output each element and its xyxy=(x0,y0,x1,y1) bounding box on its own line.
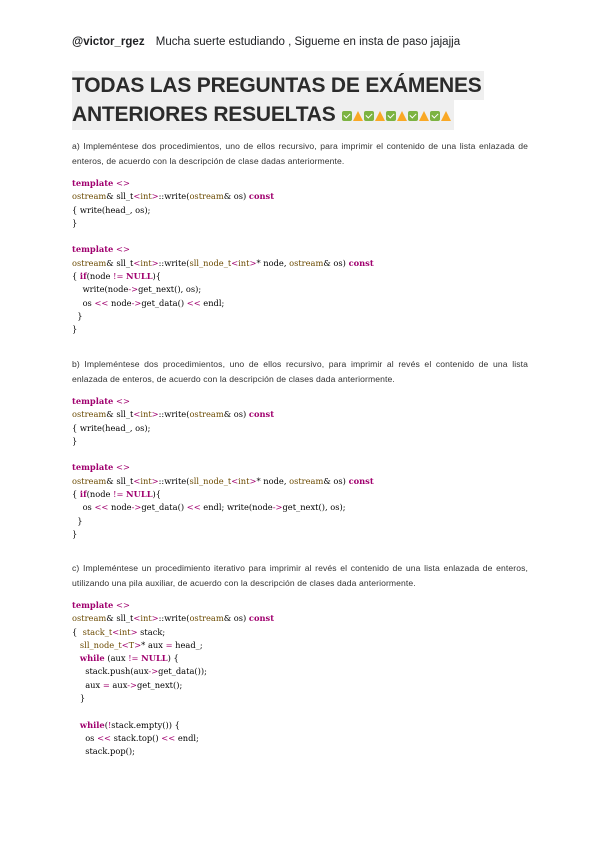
code-line: template <> xyxy=(72,600,130,610)
question-a xyxy=(72,139,528,337)
code-line: os << node->get_data() << endl; write(node->get_next(), os); xyxy=(82,502,346,513)
code-line: ostream& sll_t<int>::write(ostream& os) const xyxy=(72,409,275,420)
title-emojis xyxy=(342,101,452,130)
code-line: ostream& sll_t<int>::write(sll_node_t<int>* node, ostream& os) const xyxy=(72,475,374,486)
question-a-code xyxy=(72,177,528,337)
code-line: while (aux != NULL) { xyxy=(79,653,179,664)
warning-icon xyxy=(397,111,407,121)
page-header xyxy=(72,34,460,50)
code-line: write(node->get_next(), os); xyxy=(82,284,202,295)
code-line: { if(node != NULL){ xyxy=(72,489,162,500)
code-line: ostream& sll_t<int>::write(sll_node_t<int>* node, ostream& os) const xyxy=(72,257,374,268)
title-line-2-text: ANTERIORES RESUELTAS xyxy=(72,103,336,126)
question-c-code xyxy=(72,599,528,759)
question-c-text: c) Impleméntese un procedimiento iterativo para imprimir al revés el contenido de una lista enlazada de enteros, utilizando una pila auxiliar, de acuerdo con la descripción de clases dada anteriormente. xyxy=(72,563,528,588)
check-icon xyxy=(364,111,374,121)
code-line: aux = aux->get_next(); xyxy=(85,679,183,690)
warning-icon xyxy=(419,111,429,121)
code-line: template <> xyxy=(72,244,130,255)
code-line xyxy=(72,705,528,718)
code-line: sll_node_t<T>* aux = head_; xyxy=(79,639,203,650)
code-line: } xyxy=(72,324,78,335)
check-icon xyxy=(386,111,396,121)
code-line: stack.pop(); xyxy=(85,746,135,757)
code-line xyxy=(72,448,528,461)
warning-icon xyxy=(375,111,385,121)
question-b xyxy=(72,357,528,541)
code-line: { if(node != NULL){ xyxy=(72,271,162,282)
code-line: } xyxy=(79,693,86,704)
check-icon xyxy=(342,111,352,121)
question-b-text: b) Impleméntese dos procedimientos, uno de ellos recursivo, para imprimir al revés el contenido de una lista enlazada de enteros, de acuerdo con la descripción de clases dada anteriormente. xyxy=(72,359,528,384)
document-title xyxy=(72,71,482,130)
author-handle: @victor_rgez xyxy=(72,36,145,48)
check-icon xyxy=(430,111,440,121)
header-message: Mucha suerte estudiando , Sigueme en insta de paso jajajja xyxy=(155,36,461,48)
code-line: } xyxy=(77,515,83,526)
code-line: } xyxy=(72,435,78,446)
code-line: os << node->get_data() << endl; xyxy=(82,297,225,308)
code-line: } xyxy=(72,217,78,228)
code-line: template <> xyxy=(72,178,130,188)
code-line xyxy=(72,230,528,243)
code-line: { write(head_, os); xyxy=(72,204,151,215)
code-line: { stack_t<int> stack; xyxy=(72,626,166,637)
title-line-1: TODAS LAS PREGUNTAS DE EXÁMENES xyxy=(72,71,484,100)
warning-icon xyxy=(353,111,363,121)
code-line: while(!stack.empty()) { xyxy=(79,719,180,730)
code-line: { write(head_, os); xyxy=(72,422,151,433)
question-a-text: a) Impleméntese dos procedimientos, uno de ellos recursivo, para imprimir el contenido de una lista enlazada de enteros, de acuerdo con la descripción de clase dadas anteriormente. xyxy=(72,141,528,166)
question-c xyxy=(72,561,528,759)
code-line: stack.push(aux->get_data()); xyxy=(85,666,207,677)
code-line: } xyxy=(77,310,83,321)
code-line: os << stack.top() << endl; xyxy=(85,732,199,743)
code-line: ostream& sll_t<int>::write(ostream& os) const xyxy=(72,191,275,202)
code-line: ostream& sll_t<int>::write(ostream& os) const xyxy=(72,613,275,624)
check-icon xyxy=(408,111,418,121)
question-b-code xyxy=(72,395,528,541)
code-line: } xyxy=(72,528,78,539)
code-line: template <> xyxy=(72,396,130,406)
title-line-2 xyxy=(72,100,454,130)
code-line: template <> xyxy=(72,462,130,473)
warning-icon xyxy=(441,111,451,121)
